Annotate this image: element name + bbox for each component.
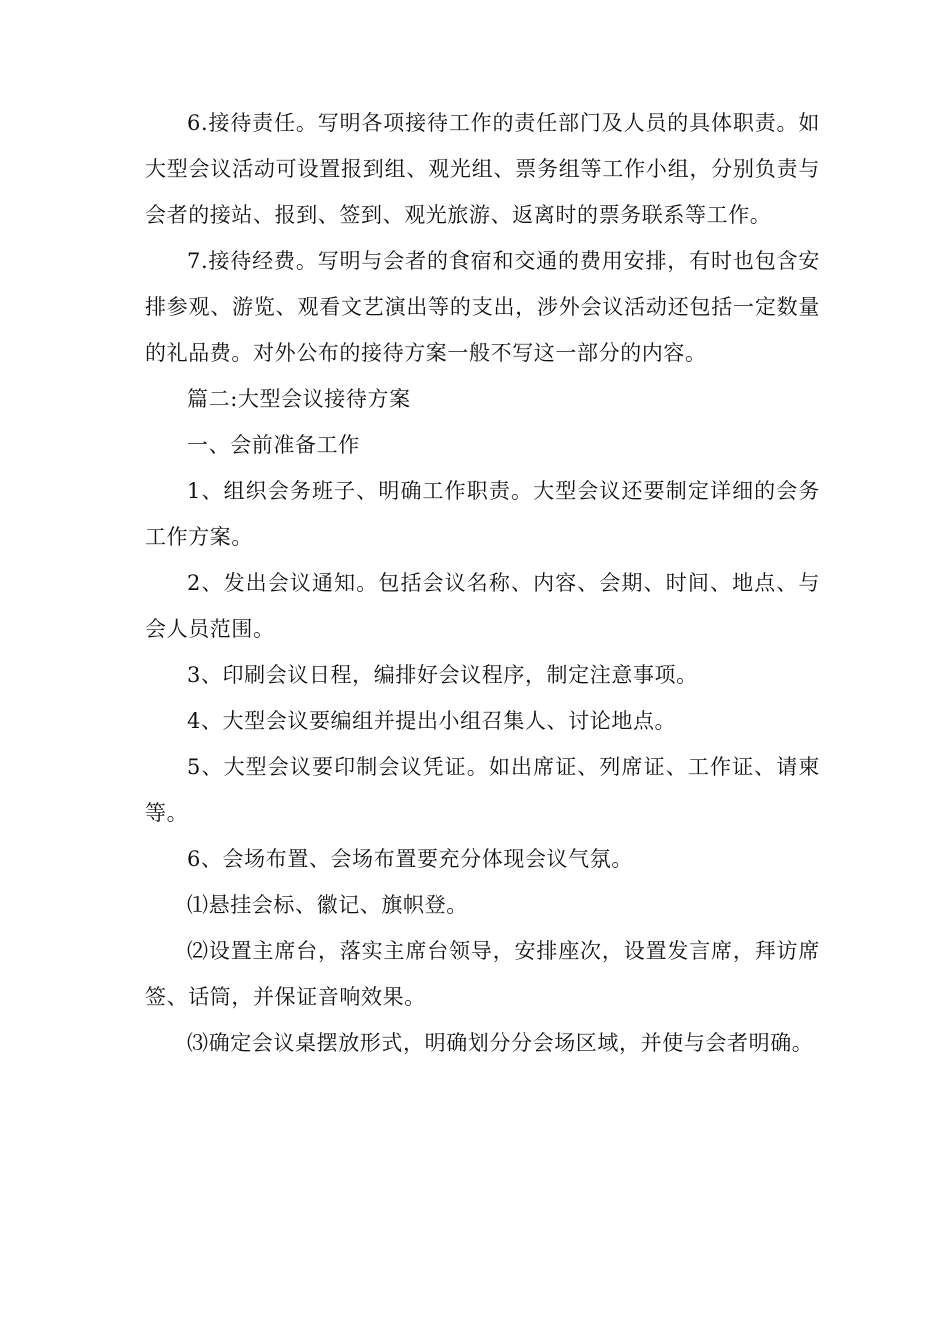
paragraph-subitem-1: ⑴悬挂会标、徽记、旗帜登。 bbox=[187, 893, 468, 917]
paragraph-item-5: 5、大型会议要印制会议凭证。如出席证、列席证、工作证、请柬等。 bbox=[145, 755, 820, 825]
paragraph-item-1: 1、组织会务班子、明确工作职责。大型会议还要制定详细的会务工作方案。 bbox=[145, 479, 820, 549]
paragraph-reception-funds: 7.接待经费。写明与会者的食宿和交通的费用安排，有时也包含安排参观、游览、观看文艺演出等的支出，涉外会议活动还包括一定数量的礼品费。对外公布的接待方案一般不写这一部分的内容。 bbox=[145, 249, 820, 365]
section-heading-pre-meeting: 一、会前准备工作 bbox=[187, 433, 360, 457]
paragraph-item-6: 6、会场布置、会场布置要充分体现会议气氛。 bbox=[187, 847, 633, 871]
paragraph-item-2: 2、发出会议通知。包括会议名称、内容、会期、时间、地点、与会人员范围。 bbox=[145, 571, 820, 641]
section-heading-part-two: 篇二:大型会议接待方案 bbox=[187, 387, 411, 411]
paragraph-subitem-3: ⑶确定会议桌摆放形式，明确划分分会场区域，并使与会者明确。 bbox=[187, 1031, 814, 1055]
paragraph-item-4: 4、大型会议要编组并提出小组召集人、讨论地点。 bbox=[187, 709, 677, 733]
paragraph-item-3: 3、印刷会议日程，编排好会议程序，制定注意事项。 bbox=[187, 663, 698, 687]
paragraph-reception-responsibility: 6.接待责任。写明各项接待工作的责任部门及人员的具体职责。如大型会议活动可设置报到组、观光组、票务组等工作小组，分别负责与会者的接站、报到、签到、观光旅游、返离时的票务联系等工作。 bbox=[145, 111, 820, 227]
document-body bbox=[145, 100, 820, 1066]
paragraph-subitem-2: ⑵设置主席台，落实主席台领导，安排座次，设置发言席，拜访席签、话筒，并保证音响效果。 bbox=[145, 939, 820, 1009]
